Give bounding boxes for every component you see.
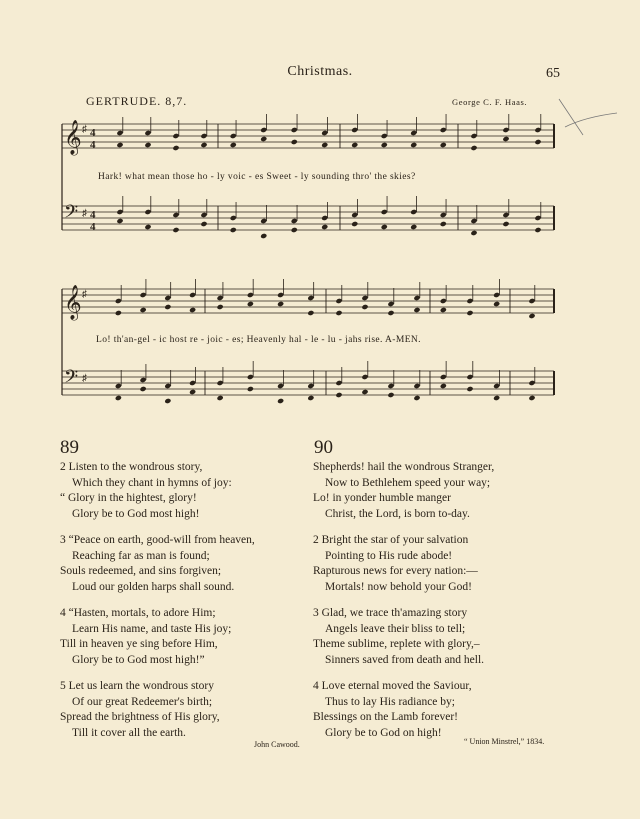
key-signature-icon: ♯ <box>82 124 87 135</box>
note-head <box>116 218 123 224</box>
note-head <box>413 395 420 401</box>
verse-line: 4 “Hasten, mortals, to adore Him; <box>60 607 216 619</box>
verse-line: Mortals! now behold your God! <box>325 580 472 593</box>
note-head <box>440 221 447 227</box>
verse-line: Blessings on the Lamb forever! <box>313 711 458 723</box>
verse-line: 2 Listen to the wondrous story, <box>60 461 203 473</box>
note-head <box>189 389 196 395</box>
verse <box>313 606 484 668</box>
verse-line: 5 Let us learn the wondrous story <box>60 680 214 692</box>
note-head <box>277 301 284 307</box>
note-head <box>200 142 207 148</box>
note-head <box>307 395 314 401</box>
note-head <box>247 301 254 307</box>
verse-line: Thus to lay His radiance by; <box>325 695 455 708</box>
note-head <box>413 307 420 313</box>
note-head <box>140 386 147 392</box>
note-head <box>466 386 473 392</box>
note-head <box>493 301 500 307</box>
key-signature-icon: ♯ <box>82 373 87 384</box>
note-head <box>116 142 123 148</box>
note-head <box>528 313 535 319</box>
verse-line: Theme sublime, replete with glory,– <box>313 638 480 650</box>
verse <box>60 460 232 522</box>
note-head <box>410 142 417 148</box>
note-head <box>361 389 368 395</box>
note-head <box>470 145 477 151</box>
time-signature: 4 <box>90 221 96 233</box>
verse-line: Glory be to God most high! <box>72 507 200 520</box>
verse-line: “ Glory in the hightest, glory! <box>60 492 197 504</box>
hymn-author: “ Union Minstrel,” 1834. <box>464 737 545 746</box>
verse-line: 3 Glad, we trace th'amazing story <box>313 607 468 619</box>
lyrics-line-1: Hark! what mean those ho - ly voic - es Sweet - ly sounding thro' the skies? <box>98 172 416 182</box>
hymn-number: 90 <box>314 437 333 458</box>
note-head <box>466 310 473 316</box>
verse <box>60 606 231 668</box>
note-head <box>260 233 267 239</box>
note-head <box>140 307 147 313</box>
note-head <box>291 227 298 233</box>
verse-line: Loud our golden harps shall sound. <box>72 580 235 593</box>
note-head <box>381 142 388 148</box>
verse-line: Lo! in yonder humble manger <box>313 492 451 504</box>
verse-line: 3 “Peace on earth, good-will from heaven, <box>60 534 255 546</box>
verse-line: Glory be to God most high!” <box>72 653 205 666</box>
verse-line: Shepherds! hail the wondrous Stranger, <box>313 461 495 473</box>
verse <box>313 679 472 741</box>
bass-clef-icon: 𝄢 <box>64 202 79 227</box>
verse <box>60 679 220 741</box>
note-head <box>387 310 394 316</box>
note-head <box>502 136 509 142</box>
note-head <box>351 142 358 148</box>
running-head: Christmas. <box>287 64 353 79</box>
treble-clef-icon: 𝄞 <box>64 120 82 155</box>
lyrics-line-2: Lo! th'an-gel - ic host re - joic - es; Heavenly hal - le - lu - jahs rise. A-MEN. <box>96 335 421 345</box>
note-head <box>189 307 196 313</box>
note-head <box>217 304 224 310</box>
note-head <box>534 139 541 145</box>
page-number: 65 <box>546 66 560 81</box>
note-head <box>291 139 298 145</box>
note-head <box>321 224 328 230</box>
note-head <box>528 395 535 401</box>
composer-credit: George C. F. Haas. <box>452 97 528 107</box>
verse <box>313 533 478 595</box>
note-head <box>144 142 151 148</box>
verse-line: Learn His name, and taste His joy; <box>72 622 232 635</box>
verse-line: Angels leave their bliss to tell; <box>325 622 466 635</box>
note-head <box>534 227 541 233</box>
note-head <box>230 227 237 233</box>
note-head <box>115 310 122 316</box>
note-head <box>351 221 358 227</box>
note-head <box>361 304 368 310</box>
verse-line: Of our great Redeemer's birth; <box>72 695 213 708</box>
tune-meter: 8,7. <box>165 94 188 108</box>
note-head <box>144 224 151 230</box>
verse-line: Glory be to God on high! <box>325 726 442 739</box>
note-head <box>230 142 237 148</box>
note-head <box>381 224 388 230</box>
time-signature: 4 <box>90 127 96 139</box>
note-head <box>307 310 314 316</box>
verse-line: 4 Love eternal moved the Saviour, <box>313 680 472 692</box>
note-head <box>277 398 284 404</box>
pencil-mark-icon <box>555 95 625 140</box>
tune-heading <box>86 94 187 109</box>
verse-line: Reaching far as man is found; <box>72 549 210 562</box>
verse-line: Rapturous news for every nation:— <box>313 565 478 577</box>
note-head <box>164 398 171 404</box>
note-head <box>410 224 417 230</box>
note-head <box>164 304 171 310</box>
verse <box>60 533 255 595</box>
hymn-author: John Cawood. <box>254 740 300 749</box>
note-head <box>115 395 122 401</box>
verse-line: Spread the brightness of His glory, <box>60 711 220 723</box>
note-head <box>440 307 447 313</box>
bass-clef-icon: 𝄢 <box>64 367 79 392</box>
key-signature-icon: ♯ <box>82 208 87 219</box>
verse-line: Christ, the Lord, is born to-day. <box>325 507 470 520</box>
verse-line: Till in heaven ye sing before Him, <box>60 638 218 650</box>
note-head <box>172 145 179 151</box>
verse-line: Till it cover all the earth. <box>72 726 186 739</box>
note-head <box>200 221 207 227</box>
note-head <box>440 142 447 148</box>
verse-line: Now to Bethlehem speed your way; <box>325 476 491 489</box>
verse-line: 2 Bright the star of your salvation <box>313 534 469 546</box>
note-head <box>335 310 342 316</box>
verse-line: Which they chant in hymns of joy: <box>72 476 232 489</box>
note-head <box>247 386 254 392</box>
verse <box>313 460 494 522</box>
note-head <box>440 383 447 389</box>
treble-clef-icon: 𝄞 <box>64 285 82 320</box>
hymn-number: 89 <box>60 437 79 458</box>
time-signature: 4 <box>90 139 96 151</box>
note-head <box>502 221 509 227</box>
note-head <box>172 227 179 233</box>
note-head <box>321 142 328 148</box>
note-head <box>387 392 394 398</box>
verse-line: Pointing to His rude abode! <box>325 549 453 562</box>
note-head <box>335 392 342 398</box>
tune-name: GERTRUDE. <box>86 94 162 108</box>
note-head <box>470 230 477 236</box>
music-system-2 <box>60 283 560 408</box>
verse-line: Souls redeemed, and sins forgiven; <box>60 565 222 577</box>
key-signature-icon: ♯ <box>82 289 87 300</box>
time-signature: 4 <box>90 209 96 221</box>
note-head <box>493 395 500 401</box>
note-head <box>260 136 267 142</box>
verse-line: Sinners saved from death and hell. <box>325 653 485 666</box>
note-head <box>217 395 224 401</box>
